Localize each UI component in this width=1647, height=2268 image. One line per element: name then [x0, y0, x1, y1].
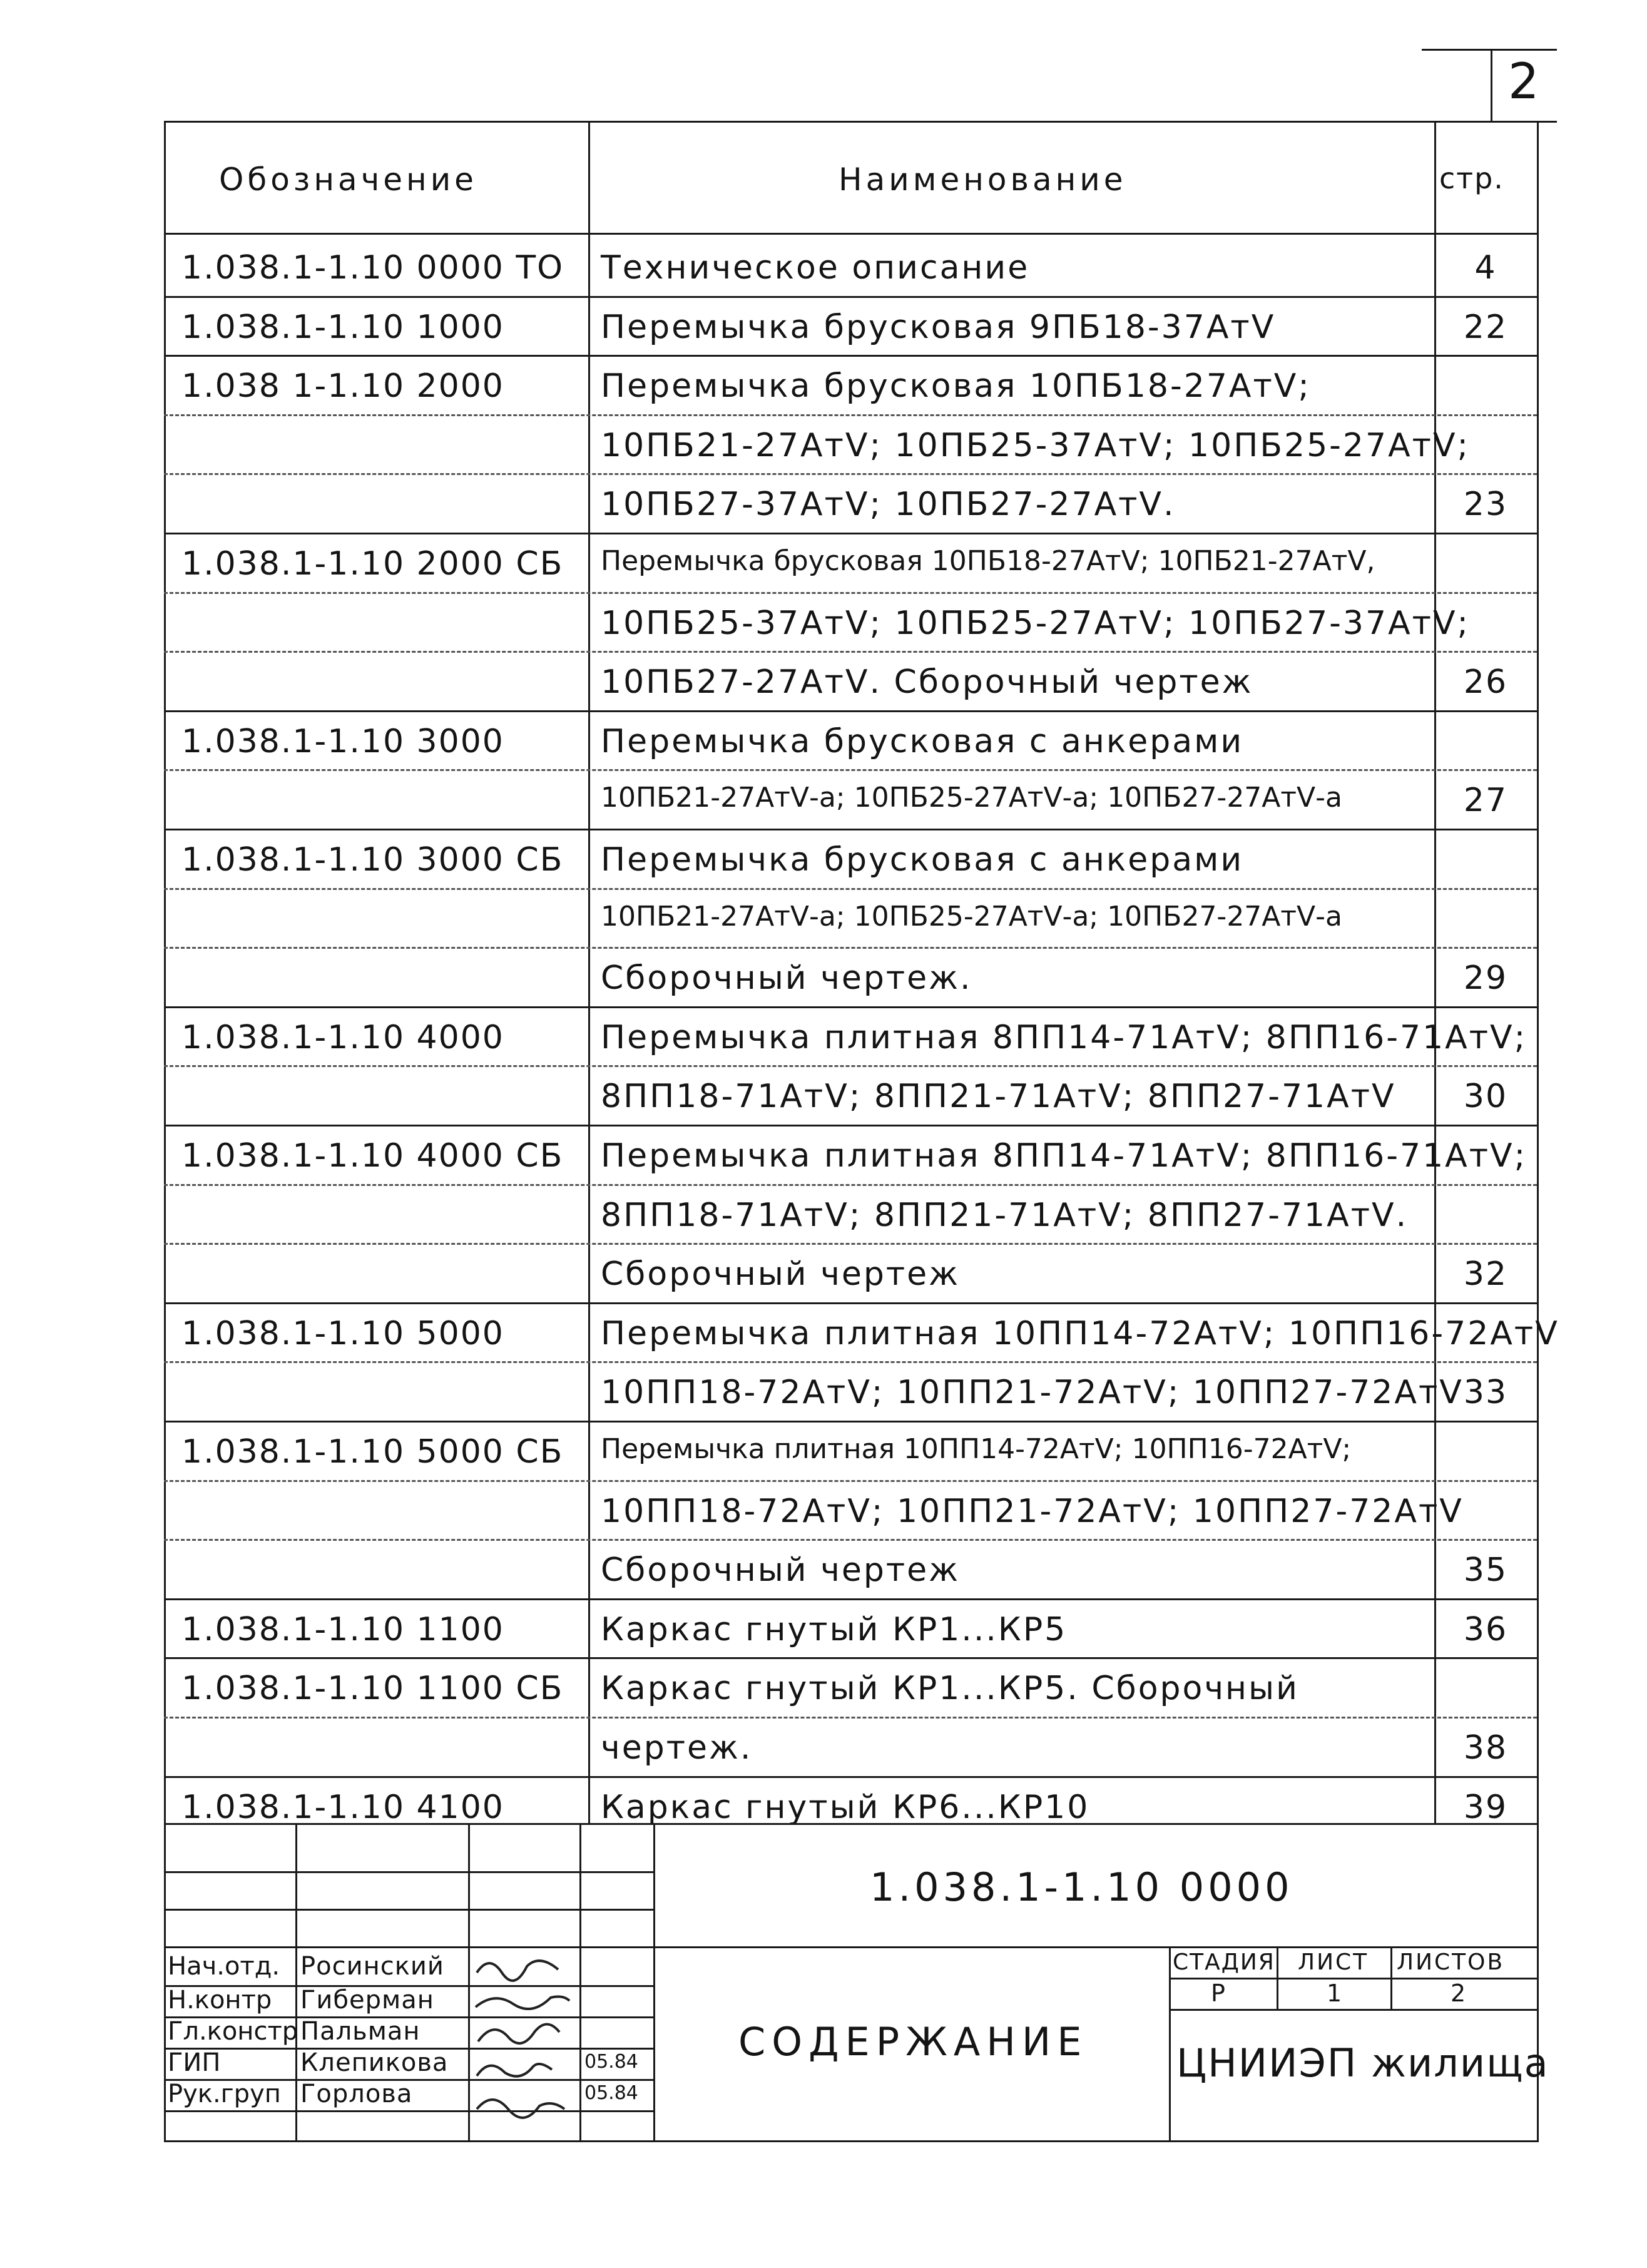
header-page: стр.: [1439, 161, 1504, 195]
staff-name: Гиберман: [300, 1986, 434, 2015]
row-separator: [164, 1539, 1537, 1541]
row-name: 10ПБ21-27АтⅤ; 10ПБ25-37АтⅤ; 10ПБ25-27АтⅤ;: [601, 426, 1471, 464]
row-separator: [164, 1065, 1537, 1067]
row-separator: [164, 888, 1537, 890]
row-separator: [164, 1598, 1537, 1600]
row-name: 10ПП18-72АтⅤ; 10ПП21-72АтⅤ; 10ПП27-72АтⅤ: [601, 1492, 1464, 1530]
col-divider-1: [588, 121, 590, 1823]
row-separator: [164, 1302, 1537, 1304]
row-code: 1.038.1-1.10 4100: [181, 1788, 504, 1826]
staff-role: Нач.отд.: [168, 1952, 280, 1981]
staff-date: 05.84: [584, 2082, 638, 2104]
stage-value: Р: [1211, 1979, 1226, 2007]
title-block-bottom: [164, 2140, 1537, 2142]
row-separator: [164, 651, 1537, 653]
row-name: 8ПП18-71АтⅤ; 8ПП21-71АтⅤ; 8ПП27-71АтⅤ.: [601, 1196, 1409, 1234]
row-separator: [164, 1480, 1537, 1482]
row-name: Каркас гнутый КР1...КР5: [601, 1610, 1068, 1648]
row-name: 10ПБ21-27АтⅤ-а; 10ПБ25-27АтⅤ-а; 10ПБ27-27АтⅤ-а: [601, 782, 1342, 814]
row-code: 1.038.1-1.10 4000: [181, 1018, 504, 1056]
row-code: 1.038.1-1.10 3000 СБ: [181, 841, 564, 879]
row-code: 1.038.1-1.10 5000: [181, 1314, 504, 1352]
title-block-top: [164, 1823, 1537, 1825]
row-name: 10ПБ25-37АтⅤ; 10ПБ25-27АтⅤ; 10ПБ27-37АтⅤ;: [601, 604, 1471, 642]
row-separator: [164, 592, 1537, 594]
corner-line: [1422, 49, 1557, 51]
sheet-title: СОДЕРЖАНИЕ: [738, 2019, 1088, 2065]
row-name: Каркас гнутый КР1...КР5. Сборочный: [601, 1670, 1299, 1708]
staff-role: ГИП: [168, 2048, 221, 2077]
stage-label: СТАДИЯ: [1173, 1949, 1275, 1975]
row-code: 1.038.1-1.10 2000 СБ: [181, 545, 564, 583]
row-page: 27: [1463, 782, 1508, 820]
row-code: 1.038.1-1.10 1100: [181, 1610, 504, 1648]
row-code: 1.038.1-1.10 4000 СБ: [181, 1137, 564, 1175]
row-name: 10ПБ21-27АтⅤ-а; 10ПБ25-27АтⅤ-а; 10ПБ27-27АтⅤ-а: [601, 900, 1342, 932]
row-name: Перемычка брусковая с анкерами: [601, 722, 1244, 760]
row-separator: [164, 1421, 1537, 1423]
row-separator: [164, 710, 1537, 712]
row-page: 26: [1463, 663, 1508, 702]
header-name: Наименование: [839, 161, 1127, 198]
row-page: 33: [1463, 1374, 1508, 1412]
row-code: 1.038.1-1.10 0000 ТО: [181, 249, 564, 287]
row-name: Сборочный чертеж: [601, 1551, 960, 1590]
row-separator: [164, 355, 1537, 357]
row-separator: [164, 1125, 1537, 1126]
row-separator: [164, 1184, 1537, 1186]
row-separator: [164, 947, 1537, 949]
frame-right-border: [1537, 121, 1539, 2142]
row-name: Перемычка брусковая 9ПБ18-37АтⅤ: [601, 308, 1276, 346]
row-name: 8ПП18-71АтⅤ; 8ПП21-71АтⅤ; 8ПП27-71АтⅤ: [601, 1078, 1396, 1116]
row-name: Перемычка плитная 8ПП14-71АтⅤ; 8ПП16-71АтⅤ;: [601, 1018, 1527, 1056]
row-page: 32: [1463, 1255, 1508, 1294]
header-bottom-border: [164, 233, 1537, 235]
row-page: 23: [1463, 486, 1508, 524]
row-separator: [164, 1776, 1537, 1778]
sheet-value: 1: [1327, 1979, 1344, 2007]
corner-box-left: [1491, 49, 1492, 123]
row-page: 22: [1463, 308, 1508, 346]
row-code: 1.038 1-1.10 2000: [181, 367, 504, 406]
tb-row-line: [164, 2110, 653, 2112]
tb-col-date: [653, 1823, 655, 2140]
row-name: Сборочный чертеж: [601, 1255, 960, 1294]
tb-row-line: [164, 1871, 653, 1873]
staff-name: Пальман: [300, 2017, 421, 2046]
sheet-corner-number: 2: [1508, 54, 1541, 110]
row-code: 1.038.1-1.10 3000: [181, 722, 504, 760]
sheet-label: ЛИСТ: [1298, 1949, 1369, 1975]
row-code: 1.038.1-1.10 5000 СБ: [181, 1433, 564, 1471]
row-name: Каркас гнутый КР6...КР10: [601, 1788, 1090, 1826]
row-name: Перемычка плитная 10ПП14-72АтⅤ; 10ПП16-72АтⅤ;: [601, 1433, 1352, 1465]
staff-name: Горлова: [300, 2080, 413, 2108]
tb-col-stage: [1169, 1946, 1171, 2140]
row-page: 4: [1474, 249, 1497, 287]
row-separator: [164, 1243, 1537, 1245]
staff-role: Н.контр: [168, 1986, 272, 2015]
sheets-value: 2: [1451, 1979, 1467, 2007]
row-separator: [164, 1717, 1537, 1719]
row-name: 10ПБ27-37АтⅤ; 10ПБ27-27АтⅤ.: [601, 486, 1176, 524]
document-code: 1.038.1-1.10 0000: [870, 1864, 1293, 1910]
row-separator: [164, 829, 1537, 830]
row-code: 1.038.1-1.10 1000: [181, 308, 504, 346]
row-name: чертеж.: [601, 1729, 753, 1767]
row-separator: [164, 414, 1537, 416]
row-page: 30: [1463, 1078, 1508, 1116]
row-name: Перемычка плитная 8ПП14-71АтⅤ; 8ПП16-71АтⅤ;: [601, 1137, 1527, 1175]
row-code: 1.038.1-1.10 1100 СБ: [181, 1670, 564, 1708]
tb-row-line: [164, 1909, 653, 1911]
row-page: 29: [1463, 959, 1508, 998]
row-page: 38: [1463, 1729, 1508, 1767]
row-name: 10ПП18-72АтⅤ; 10ПП21-72АтⅤ; 10ПП27-72АтⅤ: [601, 1374, 1464, 1412]
staff-role: Рук.груп: [168, 2080, 281, 2108]
tb-row-line: [164, 1946, 1537, 1948]
table-top-border: [164, 121, 1557, 123]
row-separator: [164, 533, 1537, 534]
row-page: 39: [1463, 1788, 1508, 1826]
sheets-label: ЛИСТОВ: [1397, 1949, 1505, 1975]
row-separator: [164, 1006, 1537, 1008]
row-separator: [164, 1657, 1537, 1659]
row-separator: [164, 473, 1537, 475]
row-page: 36: [1463, 1610, 1508, 1648]
row-name: Перемычка брусковая с анкерами: [601, 841, 1244, 879]
row-name: 10ПБ27-27АтⅤ. Сборочный чертеж: [601, 663, 1253, 702]
table-left-border: [164, 121, 166, 1823]
signatures: [471, 1948, 577, 2135]
row-separator: [164, 296, 1537, 298]
row-name: Техническое описание: [601, 249, 1030, 287]
row-separator: [164, 769, 1537, 771]
tb-stage-line: [1169, 2009, 1537, 2011]
staff-name: Росинский: [300, 1952, 444, 1981]
header-designation: Обозначение: [219, 161, 477, 198]
staff-name: Клепикова: [300, 2048, 449, 2077]
row-separator: [164, 1361, 1537, 1363]
row-name: Перемычка плитная 10ПП14-72АтⅤ; 10ПП16-72АтⅤ: [601, 1314, 1559, 1352]
organization: ЦНИИЭП жилища: [1176, 2040, 1549, 2086]
row-name: Сборочный чертеж.: [601, 959, 972, 998]
staff-role: Гл.констр: [168, 2017, 298, 2046]
row-page: 35: [1463, 1551, 1508, 1590]
row-name: Перемычка брусковая 10ПБ18-27АтⅤ;: [601, 367, 1311, 406]
row-name: Перемычка брусковая 10ПБ18-27АтⅤ; 10ПБ21-27АтⅤ,: [601, 545, 1375, 577]
staff-date: 05.84: [584, 2051, 638, 2073]
